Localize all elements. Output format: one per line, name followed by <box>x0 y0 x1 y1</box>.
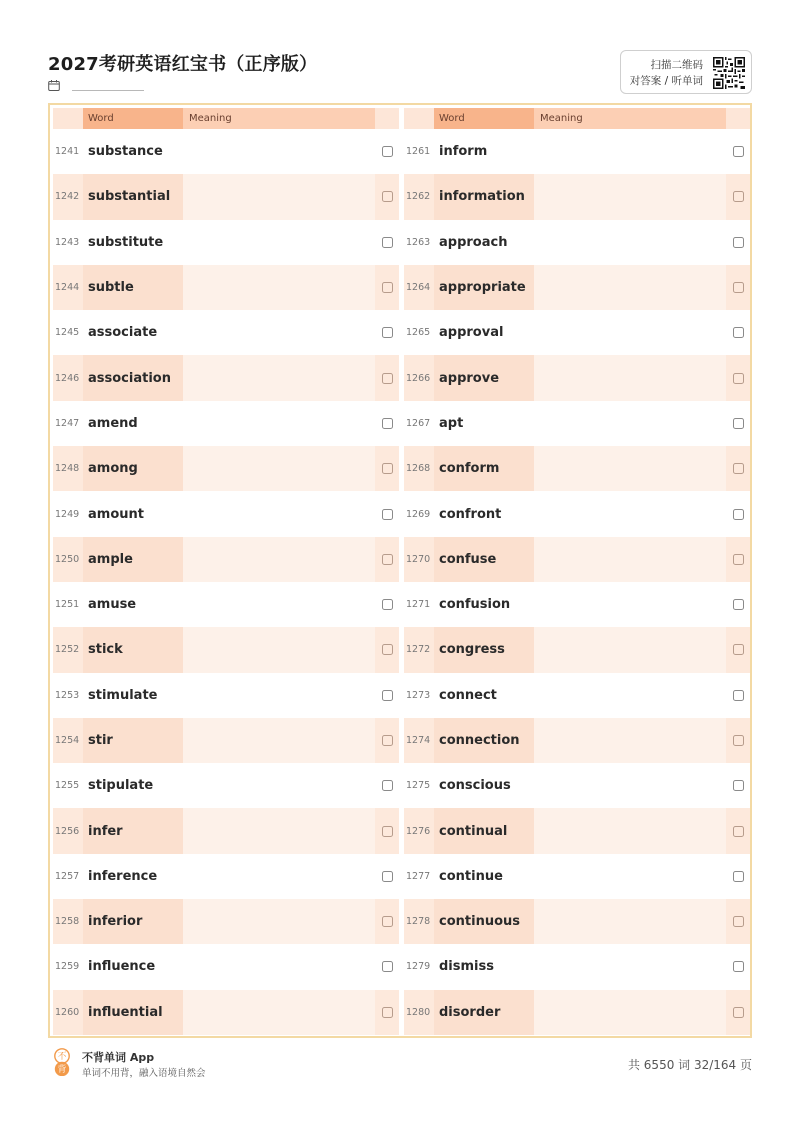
checkbox-cell <box>726 854 750 899</box>
checkbox-cell <box>726 129 750 174</box>
table-row <box>404 401 750 446</box>
meaning-cell[interactable] <box>183 582 375 627</box>
qr-caption-line1: 扫描二维码 <box>650 59 703 71</box>
meaning-cell[interactable] <box>183 491 375 536</box>
meaning-cell[interactable] <box>183 537 375 582</box>
word-text: approve <box>434 355 534 400</box>
page-count: 共 6550 词 32/164 页 <box>627 1058 752 1072</box>
table-row <box>53 446 399 491</box>
checkbox-cell <box>726 174 750 219</box>
checkbox-icon[interactable] <box>382 146 393 157</box>
checkbox-cell <box>375 763 399 808</box>
checkbox-cell <box>726 627 750 672</box>
table-header <box>53 108 399 129</box>
table-row <box>53 808 399 853</box>
word-number: 1242 <box>53 174 83 219</box>
checkbox-cell <box>375 537 399 582</box>
date-row <box>48 80 144 91</box>
rows-right <box>404 129 750 1035</box>
checkbox-icon[interactable] <box>382 916 393 927</box>
meaning-cell[interactable] <box>183 446 375 491</box>
word-text: ample <box>83 537 183 582</box>
checkbox-cell <box>375 265 399 310</box>
logo-char-bottom: 背 <box>57 1065 67 1076</box>
word-text: inference <box>83 854 183 899</box>
word-text: conscious <box>434 763 534 808</box>
meaning-cell[interactable] <box>534 673 726 718</box>
vocab-table-left <box>53 108 399 1035</box>
checkbox-icon[interactable] <box>733 373 744 384</box>
table-row <box>53 537 399 582</box>
logo-char-top: 不 <box>57 1052 67 1063</box>
word-text: stimulate <box>83 673 183 718</box>
table-row <box>404 174 750 219</box>
header-number-cell <box>53 108 83 129</box>
meaning-cell[interactable] <box>534 401 726 446</box>
checkbox-icon[interactable] <box>382 644 393 655</box>
checkbox-cell <box>726 491 750 536</box>
checkbox-icon[interactable] <box>733 916 744 927</box>
word-text: stipulate <box>83 763 183 808</box>
meaning-cell[interactable] <box>534 718 726 763</box>
word-number: 1247 <box>53 401 83 446</box>
checkbox-cell <box>375 174 399 219</box>
header-word: Word <box>434 108 534 129</box>
word-text: amend <box>83 401 183 446</box>
word-number: 1272 <box>404 627 434 672</box>
checkbox-icon[interactable] <box>382 418 393 429</box>
meaning-cell[interactable] <box>534 129 726 174</box>
word-text: confront <box>434 491 534 536</box>
word-number: 1255 <box>53 763 83 808</box>
table-row <box>53 990 399 1035</box>
page-title: 2027考研英语红宝书（正序版） <box>48 54 318 75</box>
checkbox-icon[interactable] <box>382 599 393 610</box>
checkbox-icon[interactable] <box>382 282 393 293</box>
checkbox-icon[interactable] <box>382 1007 393 1018</box>
word-number: 1257 <box>53 854 83 899</box>
word-number: 1248 <box>53 446 83 491</box>
word-text: associate <box>83 310 183 355</box>
app-logo-icon <box>52 1048 72 1076</box>
checkbox-icon[interactable] <box>382 735 393 746</box>
checkbox-cell <box>375 310 399 355</box>
checkbox-cell <box>375 718 399 763</box>
meaning-cell[interactable] <box>534 627 726 672</box>
word-text: information <box>434 174 534 219</box>
table-row <box>404 355 750 400</box>
table-row <box>404 854 750 899</box>
word-text: influence <box>83 944 183 989</box>
checkbox-icon[interactable] <box>733 463 744 474</box>
table-row <box>404 899 750 944</box>
table-row <box>404 990 750 1035</box>
word-text: amount <box>83 491 183 536</box>
table-row <box>53 129 399 174</box>
table-row <box>53 763 399 808</box>
table-row <box>53 265 399 310</box>
meaning-cell[interactable] <box>534 491 726 536</box>
checkbox-cell <box>375 899 399 944</box>
checkbox-icon[interactable] <box>382 871 393 882</box>
checkbox-icon[interactable] <box>733 418 744 429</box>
word-text: apt <box>434 401 534 446</box>
checkbox-icon[interactable] <box>733 554 744 565</box>
word-text: appropriate <box>434 265 534 310</box>
word-text: stick <box>83 627 183 672</box>
meaning-cell[interactable] <box>183 355 375 400</box>
word-number: 1252 <box>53 627 83 672</box>
checkbox-cell <box>375 944 399 989</box>
table-row <box>53 491 399 536</box>
checkbox-icon[interactable] <box>733 826 744 837</box>
meaning-cell[interactable] <box>183 990 375 1035</box>
checkbox-cell <box>375 129 399 174</box>
word-number: 1256 <box>53 808 83 853</box>
word-text: substitute <box>83 220 183 265</box>
checkbox-icon[interactable] <box>382 690 393 701</box>
word-number: 1244 <box>53 265 83 310</box>
checkbox-cell <box>726 537 750 582</box>
meaning-cell[interactable] <box>534 220 726 265</box>
header-check-cell <box>375 108 399 129</box>
table-row <box>53 401 399 446</box>
header-meaning: Meaning <box>534 108 726 129</box>
meaning-cell[interactable] <box>183 129 375 174</box>
meaning-cell[interactable] <box>183 718 375 763</box>
header-word: Word <box>83 108 183 129</box>
qr-caption-line2: 对答案 / 听单词 <box>629 75 703 87</box>
checkbox-icon[interactable] <box>382 327 393 338</box>
word-text: continuous <box>434 899 534 944</box>
meaning-cell[interactable] <box>183 944 375 989</box>
table-row <box>404 673 750 718</box>
meaning-cell[interactable] <box>534 854 726 899</box>
table-row <box>404 808 750 853</box>
checkbox-icon[interactable] <box>733 961 744 972</box>
word-number: 1262 <box>404 174 434 219</box>
checkbox-cell <box>726 446 750 491</box>
word-text: inferior <box>83 899 183 944</box>
checkbox-cell <box>726 265 750 310</box>
meaning-cell[interactable] <box>534 310 726 355</box>
checkbox-cell <box>726 673 750 718</box>
word-text: connect <box>434 673 534 718</box>
word-number: 1265 <box>404 310 434 355</box>
word-number: 1275 <box>404 763 434 808</box>
meaning-cell[interactable] <box>534 763 726 808</box>
word-text: substantial <box>83 174 183 219</box>
word-text: continue <box>434 854 534 899</box>
word-text: subtle <box>83 265 183 310</box>
vocab-sheet <box>48 103 752 1038</box>
table-row <box>53 310 399 355</box>
meaning-cell[interactable] <box>534 355 726 400</box>
table-row <box>53 582 399 627</box>
table-row <box>404 129 750 174</box>
checkbox-icon[interactable] <box>733 237 744 248</box>
word-text: substance <box>83 129 183 174</box>
checkbox-cell <box>375 990 399 1035</box>
checkbox-cell <box>375 401 399 446</box>
footer-app-name: 不背单词 App <box>82 1051 155 1064</box>
meaning-cell[interactable] <box>183 854 375 899</box>
checkbox-icon[interactable] <box>382 191 393 202</box>
table-row <box>53 174 399 219</box>
checkbox-cell <box>726 899 750 944</box>
table-row <box>53 718 399 763</box>
table-row <box>404 944 750 989</box>
word-number: 1277 <box>404 854 434 899</box>
meaning-cell[interactable] <box>534 899 726 944</box>
word-number: 1259 <box>53 944 83 989</box>
meaning-cell[interactable] <box>183 673 375 718</box>
header-number-cell <box>404 108 434 129</box>
checkbox-cell <box>375 355 399 400</box>
word-number: 1271 <box>404 582 434 627</box>
checkbox-icon[interactable] <box>733 871 744 882</box>
meaning-cell[interactable] <box>534 990 726 1035</box>
table-row <box>404 718 750 763</box>
meaning-cell[interactable] <box>183 174 375 219</box>
table-row <box>404 537 750 582</box>
meaning-cell[interactable] <box>534 944 726 989</box>
checkbox-icon[interactable] <box>733 599 744 610</box>
word-number: 1267 <box>404 401 434 446</box>
checkbox-icon[interactable] <box>382 237 393 248</box>
checkbox-icon[interactable] <box>733 735 744 746</box>
table-row <box>404 220 750 265</box>
word-number: 1280 <box>404 990 434 1035</box>
word-number: 1278 <box>404 899 434 944</box>
checkbox-icon[interactable] <box>733 282 744 293</box>
table-row <box>404 491 750 536</box>
checkbox-icon[interactable] <box>733 509 744 520</box>
table-row <box>404 627 750 672</box>
table-row <box>53 355 399 400</box>
checkbox-icon[interactable] <box>382 780 393 791</box>
word-number: 1279 <box>404 944 434 989</box>
word-number: 1274 <box>404 718 434 763</box>
date-field[interactable] <box>72 90 144 91</box>
word-text: among <box>83 446 183 491</box>
calendar-icon <box>48 80 60 91</box>
word-number: 1245 <box>53 310 83 355</box>
header-meaning: Meaning <box>183 108 375 129</box>
word-text: association <box>83 355 183 400</box>
meaning-cell[interactable] <box>534 582 726 627</box>
word-text: amuse <box>83 582 183 627</box>
word-text: approach <box>434 220 534 265</box>
checkbox-cell <box>726 582 750 627</box>
checkbox-cell <box>375 854 399 899</box>
word-number: 1269 <box>404 491 434 536</box>
word-number: 1251 <box>53 582 83 627</box>
table-header <box>404 108 750 129</box>
word-number: 1241 <box>53 129 83 174</box>
checkbox-cell <box>726 355 750 400</box>
word-text: continual <box>434 808 534 853</box>
checkbox-cell <box>726 763 750 808</box>
checkbox-icon[interactable] <box>733 644 744 655</box>
word-text: approval <box>434 310 534 355</box>
table-row <box>404 446 750 491</box>
word-number: 1273 <box>404 673 434 718</box>
checkbox-cell <box>375 673 399 718</box>
table-row <box>53 854 399 899</box>
word-number: 1249 <box>53 491 83 536</box>
meaning-cell[interactable] <box>183 899 375 944</box>
meaning-cell[interactable] <box>183 310 375 355</box>
checkbox-cell <box>375 446 399 491</box>
vocab-table-right <box>404 108 750 1035</box>
meaning-cell[interactable] <box>534 537 726 582</box>
footer-slogan: 单词不用背，融入语境自然会 <box>82 1068 206 1079</box>
checkbox-cell <box>375 220 399 265</box>
checkbox-cell <box>726 808 750 853</box>
word-text: disorder <box>434 990 534 1035</box>
word-number: 1246 <box>53 355 83 400</box>
checkbox-icon[interactable] <box>382 961 393 972</box>
checkbox-icon[interactable] <box>382 826 393 837</box>
word-text: conform <box>434 446 534 491</box>
table-row <box>404 582 750 627</box>
word-number: 1243 <box>53 220 83 265</box>
rows-left <box>53 129 399 1035</box>
meaning-cell[interactable] <box>183 808 375 853</box>
word-number: 1276 <box>404 808 434 853</box>
checkbox-icon[interactable] <box>733 690 744 701</box>
word-number: 1254 <box>53 718 83 763</box>
word-number: 1260 <box>53 990 83 1035</box>
meaning-cell[interactable] <box>183 627 375 672</box>
table-row <box>404 763 750 808</box>
checkbox-icon[interactable] <box>733 146 744 157</box>
checkbox-icon[interactable] <box>382 373 393 384</box>
meaning-cell[interactable] <box>534 265 726 310</box>
word-number: 1270 <box>404 537 434 582</box>
qr-caption <box>630 57 703 89</box>
word-number: 1250 <box>53 537 83 582</box>
table-row <box>53 899 399 944</box>
checkbox-cell <box>726 401 750 446</box>
checkbox-icon[interactable] <box>382 554 393 565</box>
meaning-cell[interactable] <box>534 174 726 219</box>
checkbox-cell <box>375 627 399 672</box>
checkbox-cell <box>375 808 399 853</box>
checkbox-cell <box>726 990 750 1035</box>
word-number: 1266 <box>404 355 434 400</box>
checkbox-icon[interactable] <box>382 463 393 474</box>
table-row <box>53 944 399 989</box>
word-number: 1261 <box>404 129 434 174</box>
word-text: infer <box>83 808 183 853</box>
word-number: 1263 <box>404 220 434 265</box>
word-text: dismiss <box>434 944 534 989</box>
meaning-cell[interactable] <box>534 446 726 491</box>
checkbox-cell <box>726 310 750 355</box>
checkbox-cell <box>375 491 399 536</box>
word-text: influential <box>83 990 183 1035</box>
qr-code-icon[interactable] <box>713 57 745 89</box>
word-text: confuse <box>434 537 534 582</box>
checkbox-cell <box>726 718 750 763</box>
word-text: stir <box>83 718 183 763</box>
checkbox-icon[interactable] <box>733 191 744 202</box>
meaning-cell[interactable] <box>183 265 375 310</box>
word-number: 1264 <box>404 265 434 310</box>
checkbox-cell <box>726 220 750 265</box>
header-check-cell <box>726 108 750 129</box>
table-row <box>404 265 750 310</box>
table-row <box>53 673 399 718</box>
word-text: connection <box>434 718 534 763</box>
checkbox-cell <box>375 582 399 627</box>
meaning-cell[interactable] <box>183 220 375 265</box>
qr-card[interactable] <box>620 50 752 94</box>
table-row <box>53 627 399 672</box>
meaning-cell[interactable] <box>183 763 375 808</box>
checkbox-icon[interactable] <box>382 509 393 520</box>
meaning-cell[interactable] <box>183 401 375 446</box>
word-text: confusion <box>434 582 534 627</box>
checkbox-icon[interactable] <box>733 780 744 791</box>
table-row <box>404 310 750 355</box>
checkbox-icon[interactable] <box>733 1007 744 1018</box>
word-number: 1268 <box>404 446 434 491</box>
word-number: 1253 <box>53 673 83 718</box>
word-number: 1258 <box>53 899 83 944</box>
checkbox-icon[interactable] <box>733 327 744 338</box>
checkbox-cell <box>726 944 750 989</box>
table-row <box>53 220 399 265</box>
word-text: inform <box>434 129 534 174</box>
meaning-cell[interactable] <box>534 808 726 853</box>
word-text: congress <box>434 627 534 672</box>
